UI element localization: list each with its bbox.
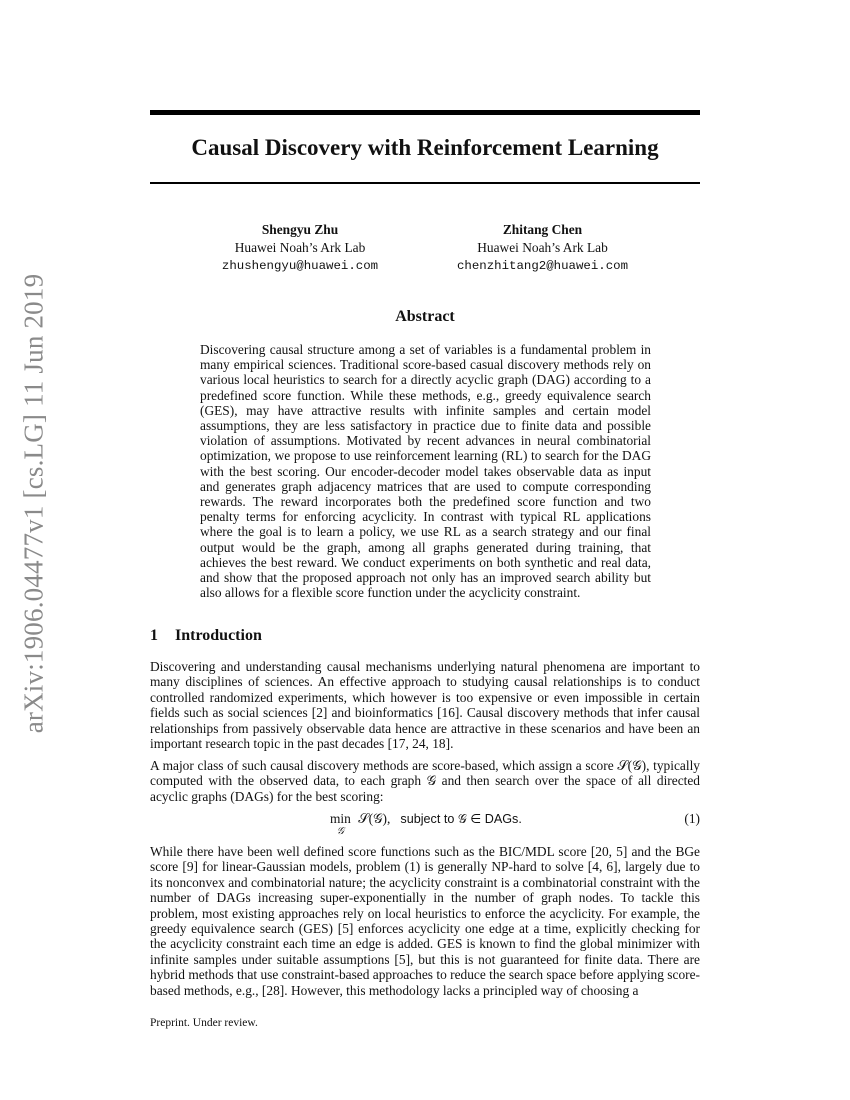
intro-paragraph: Discovering and understanding causal mechanisms underlying natural phenomena are important to many disciplines of sciences. An effective approach to studying causal relationships is to conduct controlled randomized experiments, which however is too expensive or even impossible in certain fields such as social sciences [2] and bioinformatics [16]. Causal discovery methods that infer causal relationships from passively observable data hence are attractive in these scenarios and have been an important research topic in the past decades [17, 24, 18].: [150, 659, 700, 752]
author-block: [215, 221, 385, 275]
author-name: Shengyu Zhu: [261, 222, 339, 237]
arxiv-stamp-text: arXiv:1906.04477v1 [cs.LG] 11 Jun 2019: [18, 273, 49, 733]
equation-number: (1): [684, 811, 700, 826]
intro-paragraph: While there have been well defined score functions such as the BIC/MDL score [20, 5] and the BGe score [9] for linear-Gaussian models, problem (1) is generally NP-hard to solve [4, 6], largely due to its nonconvex and combinatorial nature; the acyclicity constraint is a combinatorial constraint with the number of DAGs increasing super-exponentially in the number of graph nodes. To tackle this problem, most existing approaches rely on local heuristics to enforce the acyclicity. For example, the greedy equivalence search (GES) [5] enforces acyclicity one edge at a time, explicitly checking for the acyclicity constraint each time an edge is added. GES is known to find the global minimizer with infinite samples under suitable assumptions [5], but this is not guaranteed for finite data. There are hybrid methods that use constraint-based approaches to reduce the search space before applying score-based methods, e.g., [28]. However, this methodology lacks a principled way of choosing a: [150, 844, 700, 998]
section-number: 1: [150, 627, 158, 644]
section-title: Introduction: [175, 627, 262, 644]
author-affiliation: Huawei Noah’s Ark Lab: [234, 240, 366, 255]
equation-1: [150, 809, 700, 839]
equation-constraint: subject to 𝒢 ∈ DAGs.: [400, 812, 522, 826]
author-name: Zhitang Chen: [502, 222, 583, 237]
intro-paragraph: A major class of such causal discovery methods are score-based, which assign a score 𝒮(𝒢), typically computed with the observed data, to each graph 𝒢 and then search over the space of all directed acyclic graphs (DAGs) for the best scoring:: [150, 758, 700, 804]
equation-body: [330, 811, 522, 837]
section-heading: [150, 625, 262, 647]
author-email: chenzhitang2@huawei.com: [456, 259, 629, 273]
arxiv-identifier-stamp: [18, 273, 49, 733]
author-block: [455, 221, 630, 275]
page-footer: Preprint. Under review.: [150, 1017, 258, 1029]
author-affiliation: Huawei Noah’s Ark Lab: [477, 240, 608, 255]
equation-min-subscript: 𝒢: [336, 826, 344, 837]
equation-min-label: min: [330, 811, 351, 826]
title-top-rule: [150, 110, 700, 115]
equation-min-operator: [330, 811, 351, 837]
abstract-heading: Abstract: [395, 308, 455, 325]
equation-objective: 𝒮(𝒢),: [358, 811, 391, 826]
paper-title: Causal Discovery with Reinforcement Learning: [191, 135, 659, 160]
abstract-text: Discovering causal structure among a set of variables is a fundamental problem in many empirical sciences. Traditional score-based casual discovery methods rely on various local heuristics to search for a directly acyclic graph (DAG) according to a predefined score function. While these methods, e.g., greedy equivalence search (GES), may have attractive results with infinite samples and certain model assumptions, they are less satisfactory in practice due to finite data and possible violation of assumptions. Motivated by recent advances in neural combinatorial optimization, we propose to use reinforcement learning (RL) to search for the DAG with the best scoring. Our encoder-decoder model takes observable data as input and generates graph adjacency matrices that are used to compute corresponding rewards. The reward incorporates both the predefined score function and two penalty terms for enforcing acyclicity. In contrast with typical RL applications where the goal is to learn a policy, we use RL as a search strategy and our final output would be the graph, among all graphs generated during training, that achieves the best reward. We conduct experiments on both synthetic and real data, and show that the proposed approach not only has an improved search ability but also allows for a flexible score function under the acyclicity constraint.: [200, 342, 651, 601]
title-bottom-rule: [150, 182, 700, 184]
author-email: zhushengyu@huawei.com: [221, 259, 379, 273]
